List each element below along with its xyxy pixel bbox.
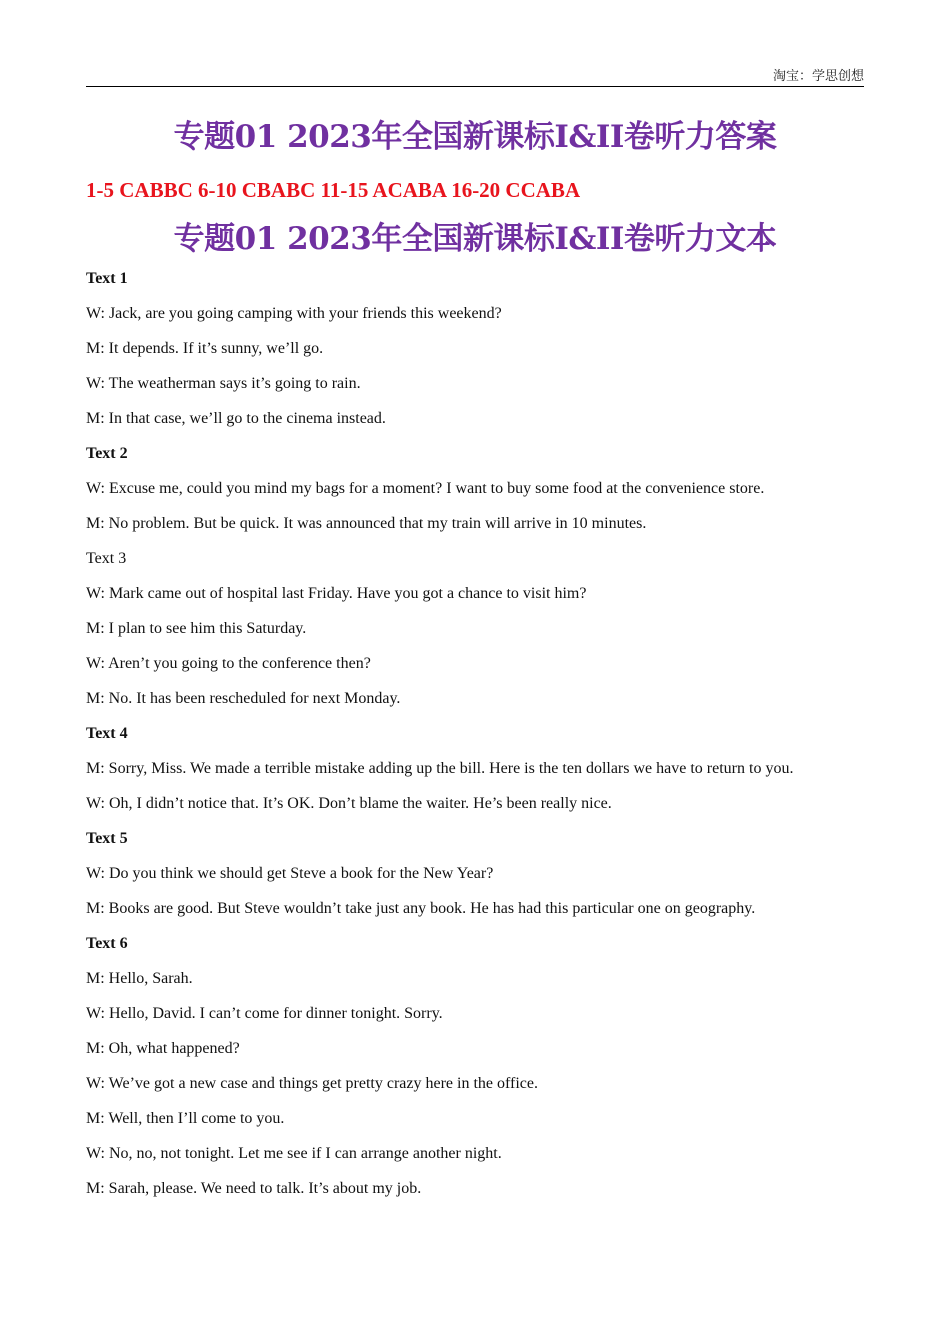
- dialogue-line: M: Sarah, please. We need to talk. It’s about my job.: [86, 1180, 422, 1197]
- dialogue-line: W: The weatherman says it’s going to rain.: [86, 375, 361, 392]
- dialogue-line: M: Books are good. But Steve wouldn’t take just any book. He has had this particular one on geography.: [86, 900, 756, 917]
- header-text: 淘宝：学思创想: [772, 68, 864, 83]
- answer-key: 1-5 CABBC 6-10 CBABC 11-15 ACABA 16-20 CCABA: [86, 178, 581, 202]
- dialogue-line: M: It depends. If it’s sunny, we’ll go.: [86, 340, 324, 357]
- transcript-title: 专题01 2023年全国新课标I&II卷听力文本: [173, 221, 777, 257]
- dialogue-line: M: Oh, what happened?: [86, 1040, 240, 1057]
- dialogue-line: M: No. It has been rescheduled for next Monday.: [86, 690, 401, 707]
- dialogue-line: W: Hello, David. I can’t come for dinner tonight. Sorry.: [86, 1005, 443, 1022]
- dialogue-line: W: Jack, are you going camping with your friends this weekend?: [86, 305, 502, 322]
- dialogue-line: M: Well, then I’ll come to you.: [86, 1110, 285, 1127]
- dialogue-line: M: Hello, Sarah.: [86, 970, 193, 987]
- dialogue-line: W: Mark came out of hospital last Friday. Have you got a chance to visit him?: [86, 585, 587, 602]
- section-heading: Text 1: [86, 270, 128, 287]
- dialogue-line: W: Do you think we should get Steve a book for the New Year?: [86, 865, 494, 882]
- dialogue-line: W: Aren’t you going to the conference then?: [86, 655, 371, 672]
- dialogue-line: M: Sorry, Miss. We made a terrible mistake adding up the bill. Here is the ten dollars we have to return to you.: [86, 760, 794, 777]
- answer-title: 专题01 2023年全国新课标I&II卷听力答案: [173, 119, 777, 155]
- dialogue-line: Text 3: [86, 550, 127, 567]
- section-heading: Text 5: [86, 830, 128, 847]
- dialogue-line: W: No, no, not tonight. Let me see if I can arrange another night.: [86, 1145, 502, 1162]
- dialogue-line: W: Excuse me, could you mind my bags for a moment? I want to buy some food at the convenience store.: [86, 480, 765, 497]
- page-header: [86, 66, 864, 87]
- dialogue-line: W: We’ve got a new case and things get pretty crazy here in the office.: [86, 1075, 539, 1092]
- dialogue-line: M: I plan to see him this Saturday.: [86, 620, 307, 637]
- section-heading: Text 4: [86, 725, 128, 742]
- section-heading: Text 2: [86, 445, 128, 462]
- dialogue-line: M: In that case, we’ll go to the cinema instead.: [86, 410, 386, 427]
- dialogue-line: W: Oh, I didn’t notice that. It’s OK. Don’t blame the waiter. He’s been really nice.: [86, 795, 612, 812]
- dialogue-line: M: No problem. But be quick. It was announced that my train will arrive in 10 minutes.: [86, 515, 647, 532]
- section-heading: Text 6: [86, 935, 128, 952]
- transcript-body: [86, 267, 864, 1212]
